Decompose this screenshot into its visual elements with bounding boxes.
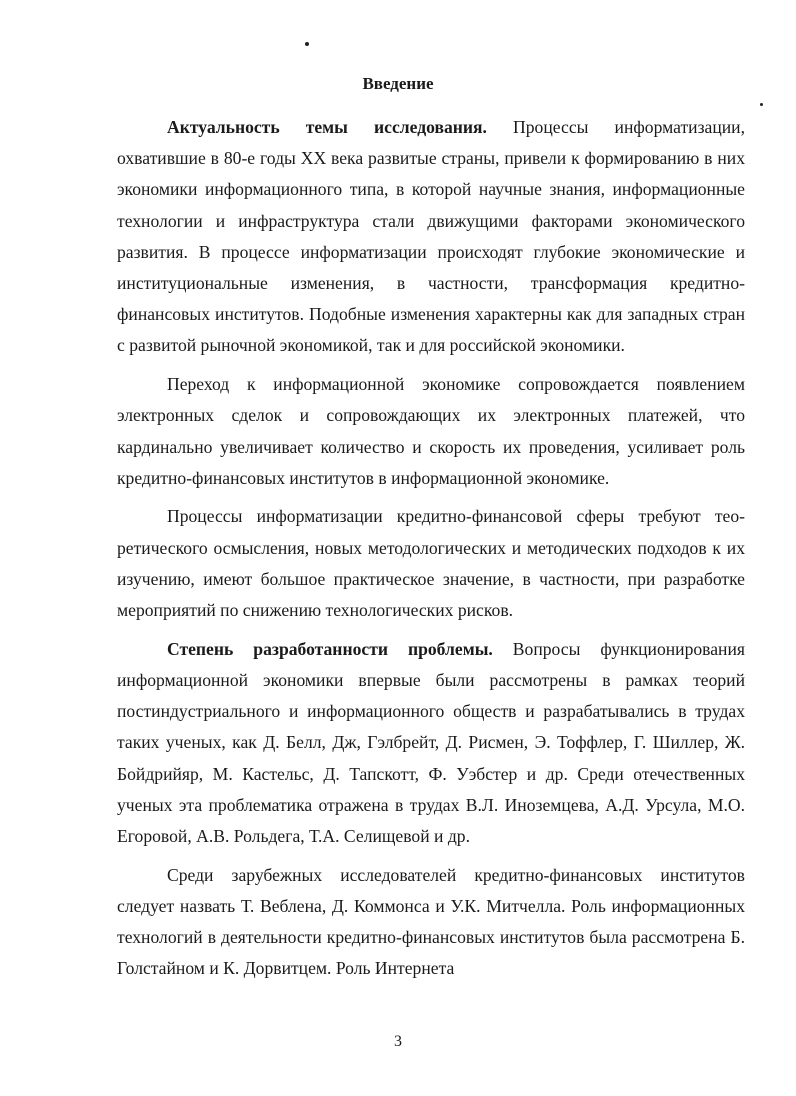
paragraph-body: Процессы информатизации, охватившие в 80-е годы XX века развитые страны, привели к формированию в них экономики информационного типа, в которой научные знания, информационные технологии и инфраструктура стали движущими факторами экономического развития. В процессе информатизации происходят глубокие экономические и институциональные изменения, в частности, трансформация кредитно-финансовых институтов. Подобные изменения характерны как для западных стран с развитой рыночной экономикой, так и для российской экономики. (117, 117, 745, 356)
scan-speck-right (760, 103, 763, 106)
paragraph-relevance (117, 112, 745, 362)
paragraph-body: Процессы информатизации кредитно-финансовой сферы требуют теоретического осмысления, новых методологических и методических подходов к их изучению, имеют большое практическое значение, в частности, при разработке мероприятий по снижению технологических рисков. (117, 506, 745, 621)
paragraph-lead-relevance: Актуальность темы исследования. (167, 117, 487, 137)
scan-speck-top (305, 42, 309, 46)
paragraph-foreign-researchers (117, 860, 745, 985)
paragraph-processes (117, 501, 745, 626)
paragraph-body: Переход к информационной экономике сопровождается появлением электронных сделок и сопровождающих их электронных платежей, что кардинально увеличивает количество и скорость их проведения, усиливает роль кредитно-финансовых институтов в информационной экономике. (117, 374, 745, 488)
section-title: Введение (362, 74, 434, 93)
body-text (117, 112, 745, 984)
paragraph-body: Вопросы функционирования информационной экономики впервые были рассмотрены в рамках теорий постиндустриального и информационного обществ и разрабатывались в трудах таких ученых, как Д. Белл, Дж, Гэлбрейт, Д. Рисмен, Э. Тоффлер, Г. Шиллер, Ж. Бойдрийяр, М. Кастельс, Д. Тапскотт, Ф. Уэбстер и др. Среди отечественных ученых эта проблематика отражена в трудах В.Л. Иноземцева, А.Д. Урсула, М.О. Егоровой, А.В. Рольдега, Т.А. Селищевой и др. (117, 638, 745, 846)
paragraph-body: Среди зарубежных исследователей кредитно-финансовых институтов следует назвать Т. Веблена, Д. Коммонса и У.К. Митчелла. Роль информационных технологий в деятельности кредитно-финансовых институтов была рассмотрена Б. Голстайном и К. Дорвитцем. Роль Интернета (117, 864, 745, 979)
paragraph-transition (117, 369, 745, 494)
paragraph-degree-of-development (117, 634, 745, 852)
page-number: 3 (394, 1033, 402, 1050)
paragraph-lead-degree: Степень разработанности проблемы. (167, 638, 493, 659)
